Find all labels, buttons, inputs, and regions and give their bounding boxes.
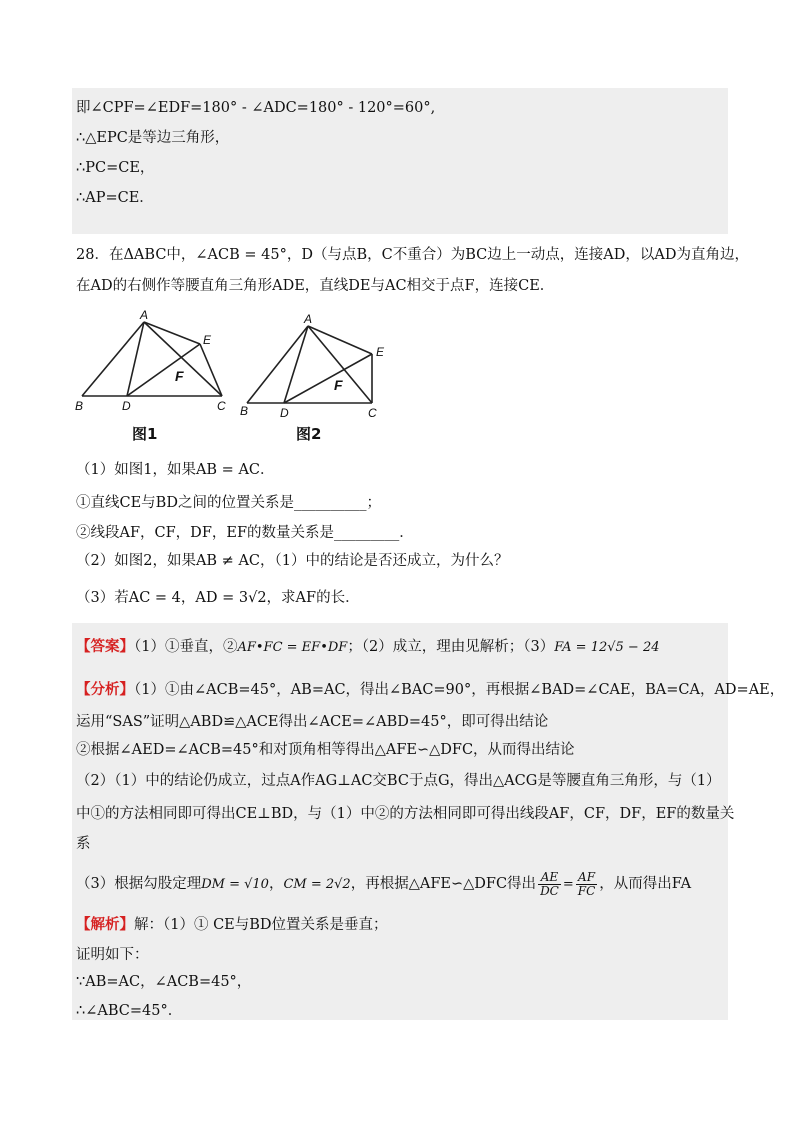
- question-2: （2）如图2，如果AB ≠ AC，（1）中的结论是否还成立，为什么？: [76, 553, 509, 569]
- fig2-label-e: E: [376, 345, 385, 359]
- top-line-2: ∴△EPC是等边三角形，: [76, 130, 230, 146]
- fraction-af-fc: [576, 871, 598, 898]
- fraction-ae-dc: [538, 871, 561, 898]
- analysis-line-7: （3）根据勾股定理DM = √10，CM = 2√2，再根据△AFE∽△DFC得出 $\frac{AE}{DC}$ = $\frac{AF}{FC}$ ，从而得出FA: [76, 869, 692, 898]
- top-line-1: 即∠CPF=∠EDF=180° - ∠ADC=180° - 120°=60°,: [76, 100, 436, 116]
- question-1b: ②线段AF，CF，DF，EF的数量关系是_________．: [76, 525, 414, 541]
- fig1-label-d: D: [122, 399, 131, 413]
- answer-line: [76, 637, 660, 658]
- solution-line-2: 证明如下：: [76, 947, 149, 963]
- answer-formula-2: FA = 12√5 − 24: [554, 640, 660, 655]
- geometry-figures: [72, 308, 412, 448]
- analysis-text-7b: ，: [268, 876, 284, 892]
- analysis-line-4: （2）（1）中的结论仍成立，过点A作AG⊥AC交BC于点G，得出△ACG是等腰直角三角形，与（1）: [76, 773, 721, 789]
- analysis-line-2: 运用“SAS”证明△ABD≌△ACE得出∠ACE=∠ABD=45°，即可得出结论: [76, 714, 549, 730]
- problem-line-1: 28．在ΔABC中，∠ACB = 45°，D（与点B，C不重合）为BC边上一动点，连接AD，以AD为直角边，: [76, 247, 749, 263]
- analysis-tag: 【分析】: [76, 681, 134, 698]
- solution-line-3: ∵AB=AC，∠ACB=45°，: [76, 974, 252, 990]
- solution-line-4: ∴∠ABC=45°．: [76, 1003, 183, 1019]
- fig2-label-d: D: [280, 406, 289, 420]
- fig1-label-c: C: [217, 399, 226, 413]
- answer-text-b: ；（2）成立，理由见解析；（3）: [347, 639, 555, 655]
- fig2-label-c: C: [368, 406, 377, 420]
- analysis-line-1: [76, 680, 784, 700]
- fig1-label-b: B: [75, 399, 84, 413]
- analysis-line-6: 系: [76, 836, 91, 852]
- fig2-label-f: F: [334, 377, 343, 393]
- analysis-text-1: （1）①由∠ACB=45°，AB=AC，得出∠BAC=90°，再根据∠BAD=∠CAE，BA=CA，AD=AE，: [134, 682, 785, 698]
- question-1: （1）如图1，如果AB = AC．: [76, 462, 275, 478]
- question-3: （3）若AC = 4，AD = 3√2，求AF的长．: [76, 590, 360, 606]
- fraction-ae: AE: [538, 871, 561, 885]
- top-line-3: ∴PC=CE，: [76, 160, 155, 176]
- question-1a: ①直线CE与BD之间的位置关系是__________；: [76, 495, 381, 511]
- figure-1-caption: 图1: [132, 425, 158, 443]
- fig1-label-a: A: [140, 308, 149, 322]
- analysis-text-7d: ，从而得出FA: [599, 876, 692, 892]
- fraction-af: AF: [576, 871, 598, 885]
- fig2-label-a: A: [304, 312, 313, 326]
- problem-line-2: 在AD的右侧作等腰直角三角形ADE，直线DE与AC相交于点F，连接CE．: [76, 278, 555, 294]
- solution-line-1: [76, 915, 388, 935]
- analysis-formula-cm: CM = 2√2: [283, 877, 351, 892]
- answer-formula-1: AF•FC = EF•DF: [237, 640, 348, 655]
- fig1-label-e: E: [203, 333, 212, 347]
- fraction-fc: FC: [577, 883, 596, 898]
- analysis-formula-dm: DM = √10: [201, 877, 269, 892]
- solution-tag: 【解析】: [76, 916, 134, 933]
- analysis-text-7a: （3）根据勾股定理: [76, 876, 202, 892]
- analysis-text-7c: ，再根据△AFE∽△DFC得出: [350, 876, 537, 892]
- solution-text-1: 解：（1）① CE与BD位置关系是垂直；: [134, 917, 388, 933]
- analysis-line-5: 中①的方法相同即可得出CE⊥BD，与（1）中②的方法相同即可得出线段AF，CF，DF，EF的数量关: [76, 806, 735, 822]
- fig1-label-f: F: [175, 368, 184, 384]
- fraction-dc: DC: [540, 883, 559, 898]
- answer-tag: 【答案】: [76, 638, 134, 655]
- analysis-line-3: ②根据∠AED=∠ACB=45°和对顶角相等得出△AFE∽△DFC，从而得出结论: [76, 742, 575, 758]
- fig2-label-b: B: [240, 404, 249, 418]
- answer-text-a: （1）①垂直，②: [134, 639, 238, 655]
- top-line-4: ∴AP=CE．: [76, 190, 154, 206]
- figure-2-caption: 图2: [296, 425, 322, 443]
